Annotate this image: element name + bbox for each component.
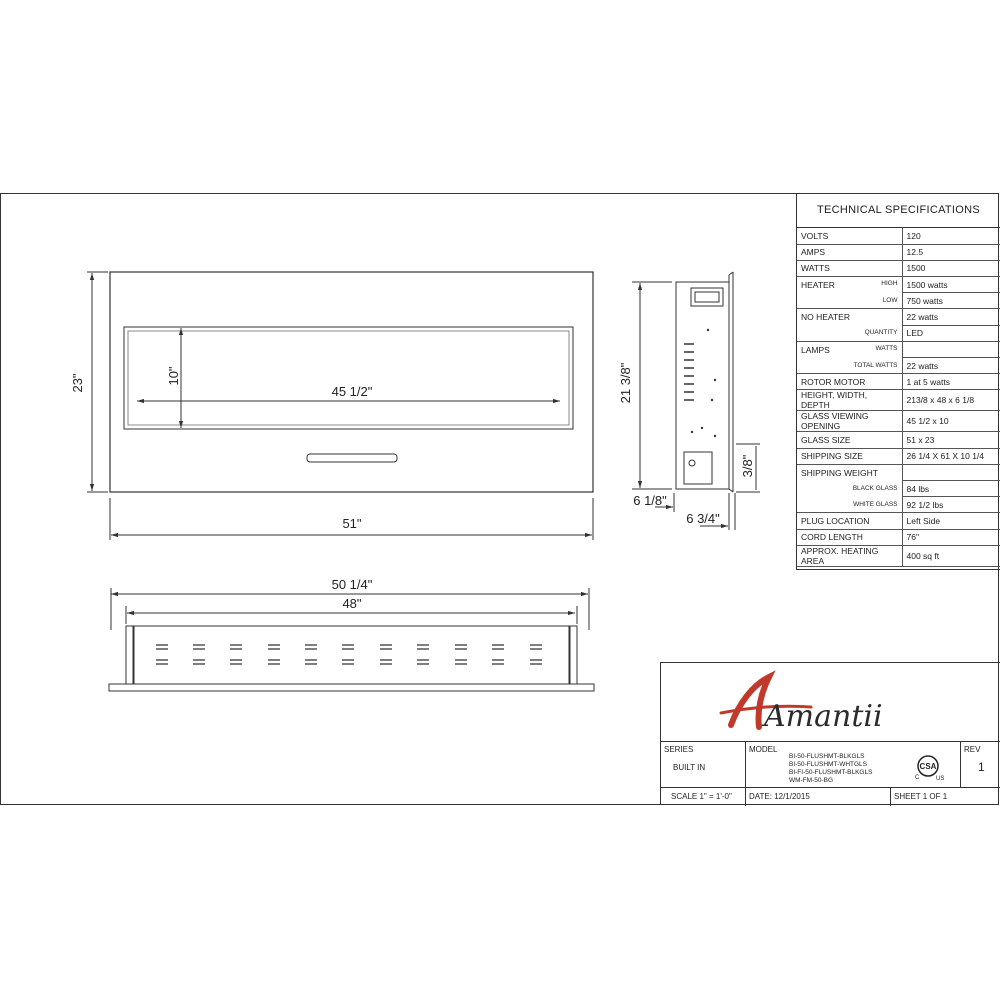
spec-value: 1500 watts bbox=[902, 277, 1000, 293]
spec-row bbox=[797, 411, 1000, 432]
top-inner-label: 48" bbox=[342, 596, 362, 611]
spec-value: 1 at 5 watts bbox=[902, 374, 1000, 390]
spec-row bbox=[797, 244, 1000, 260]
spec-label bbox=[797, 529, 902, 545]
spec-value: 12.5 bbox=[902, 244, 1000, 260]
spec-value: 400 sq ft bbox=[902, 545, 1000, 566]
spec-row bbox=[797, 545, 1000, 566]
spec-table bbox=[797, 228, 1000, 567]
top-view-vents bbox=[156, 645, 542, 664]
spec-row bbox=[797, 374, 1000, 390]
spec-label bbox=[797, 260, 902, 276]
spec-value: 26 1/4 X 61 X 10 1/4 bbox=[902, 448, 1000, 464]
logo-text: Amantii bbox=[764, 699, 883, 734]
rev-value: 1 bbox=[978, 760, 985, 774]
spec-label bbox=[797, 244, 902, 260]
rev-cell bbox=[961, 742, 1000, 788]
spec-value: 1500 bbox=[902, 260, 1000, 276]
model-item: BI-50-FLUSHMT-WHTGLS bbox=[789, 761, 868, 768]
spec-label bbox=[797, 325, 902, 341]
spec-label bbox=[797, 464, 902, 480]
spec-sublabel: BLACK GLASS bbox=[852, 485, 898, 493]
spec-sublabel: HIGH bbox=[881, 279, 898, 287]
spec-label-text: HEATER bbox=[801, 279, 835, 290]
spec-sublabel: LOW bbox=[882, 297, 898, 305]
model-list bbox=[789, 753, 872, 785]
spec-label bbox=[797, 390, 902, 411]
spec-label bbox=[797, 228, 902, 244]
csa-us: US bbox=[936, 776, 945, 782]
spec-value: 51 x 23 bbox=[902, 432, 1000, 448]
rev-label: REV bbox=[964, 745, 981, 754]
spec-value: 213/8 x 48 x 6 1/8 bbox=[902, 390, 1000, 411]
spec-label-text: LAMPS bbox=[801, 344, 830, 355]
spec-sublabel: WATTS bbox=[875, 344, 898, 352]
front-width-label: 51" bbox=[342, 516, 362, 531]
spec-label-text: APPROX. HEATING AREA bbox=[801, 545, 879, 566]
csa-mark: CSA bbox=[919, 762, 937, 771]
side-depth-a-label: 6 1/8" bbox=[633, 493, 667, 508]
spec-label-text: ROTOR MOTOR bbox=[801, 376, 866, 387]
spec-value bbox=[902, 464, 1000, 480]
title-block bbox=[660, 662, 1000, 805]
model-label: MODEL bbox=[749, 745, 778, 754]
spec-label-text: CORD LENGTH bbox=[801, 532, 863, 543]
spec-label-text: GLASS SIZE bbox=[801, 434, 851, 445]
sheet-cell: SHEET 1 OF 1 bbox=[894, 792, 948, 801]
spec-label-text: WATTS bbox=[801, 263, 830, 274]
spec-value: 750 watts bbox=[902, 293, 1000, 309]
scale-cell: SCALE 1" = 1'-0" bbox=[661, 788, 746, 806]
spec-sublabel: TOTAL WATTS bbox=[853, 361, 898, 369]
spec-label bbox=[797, 513, 902, 529]
side-depth-b-label: 6 3/4" bbox=[686, 511, 720, 526]
spec-row bbox=[797, 293, 1000, 309]
spec-label bbox=[797, 545, 902, 566]
spec-label-text: SHIPPING SIZE bbox=[801, 451, 863, 462]
amantii-logo bbox=[661, 663, 1000, 742]
spec-value: LED bbox=[902, 325, 1000, 341]
spec-label-text: NO HEATER bbox=[801, 312, 850, 323]
opening-width-label: 45 1/2" bbox=[331, 384, 373, 399]
spec-row bbox=[797, 529, 1000, 545]
spec-sublabel: QUANTITY bbox=[864, 329, 898, 337]
front-view bbox=[87, 272, 593, 540]
spec-row bbox=[797, 309, 1000, 325]
spec-label bbox=[797, 341, 902, 357]
spec-row bbox=[797, 390, 1000, 411]
spec-row bbox=[797, 260, 1000, 276]
spec-label bbox=[797, 374, 902, 390]
spec-label-text: VOLTS bbox=[801, 230, 829, 241]
csa-c: C bbox=[915, 775, 920, 781]
spec-value: 45 1/2 x 10 bbox=[902, 411, 1000, 432]
spec-value bbox=[902, 341, 1000, 357]
spec-label bbox=[797, 277, 902, 293]
spec-label-text: SHIPPING WEIGHT bbox=[801, 467, 878, 478]
side-view bbox=[632, 272, 760, 530]
spec-value: 76" bbox=[902, 529, 1000, 545]
spec-label bbox=[797, 411, 902, 432]
spec-label bbox=[797, 358, 902, 374]
spec-row bbox=[797, 277, 1000, 293]
top-outer-label: 50 1/4" bbox=[331, 577, 373, 592]
logo-area bbox=[661, 663, 1000, 742]
spec-label-text: HEIGHT, WIDTH, DEPTH bbox=[801, 390, 868, 411]
spec-value: 22 watts bbox=[902, 358, 1000, 374]
model-item: BI-FI-50-FLUSHMT-BLKGLS bbox=[789, 769, 873, 776]
csa-certification-icon bbox=[914, 752, 948, 782]
spec-sublabel: WHITE GLASS bbox=[853, 500, 898, 508]
spec-value: 84 lbs bbox=[902, 480, 1000, 496]
side-view-dots bbox=[691, 329, 716, 437]
spec-row bbox=[797, 480, 1000, 496]
spec-row bbox=[797, 497, 1000, 513]
spec-row bbox=[797, 325, 1000, 341]
spec-label bbox=[797, 432, 902, 448]
spec-value: 92 1/2 lbs bbox=[902, 497, 1000, 513]
series-value: BUILT IN bbox=[673, 763, 706, 772]
front-height-label: 23" bbox=[70, 373, 85, 393]
spec-label bbox=[797, 497, 902, 513]
spec-row bbox=[797, 341, 1000, 357]
spec-value: 120 bbox=[902, 228, 1000, 244]
spec-label-text: PLUG LOCATION bbox=[801, 515, 870, 526]
side-height-label: 21 3/8" bbox=[618, 362, 633, 404]
spec-row bbox=[797, 358, 1000, 374]
model-item: BI-50-FLUSHMT-BLKGLS bbox=[789, 753, 865, 760]
spec-row bbox=[797, 448, 1000, 464]
spec-row bbox=[797, 513, 1000, 529]
model-cell bbox=[746, 742, 961, 788]
side-small-label: 3/8" bbox=[740, 454, 755, 478]
technical-specifications bbox=[796, 193, 1000, 570]
spec-row bbox=[797, 464, 1000, 480]
opening-height-label: 10" bbox=[166, 366, 181, 386]
series-label: SERIES bbox=[664, 745, 694, 754]
spec-label bbox=[797, 293, 902, 309]
spec-value: 22 watts bbox=[902, 309, 1000, 325]
spec-row bbox=[797, 432, 1000, 448]
model-item: WM-FM-50-BG bbox=[789, 777, 834, 784]
spec-label bbox=[797, 309, 902, 325]
spec-label-text: AMPS bbox=[801, 247, 826, 258]
spec-title: TECHNICAL SPECIFICATIONS bbox=[797, 193, 1000, 228]
series-cell bbox=[661, 742, 746, 788]
spec-label bbox=[797, 480, 902, 496]
spec-row bbox=[797, 228, 1000, 244]
date-cell: DATE: 12/1/2015 bbox=[746, 788, 891, 806]
spec-label-text: GLASS VIEWING OPENING bbox=[801, 411, 869, 432]
spec-value: Left Side bbox=[902, 513, 1000, 529]
spec-label bbox=[797, 448, 902, 464]
